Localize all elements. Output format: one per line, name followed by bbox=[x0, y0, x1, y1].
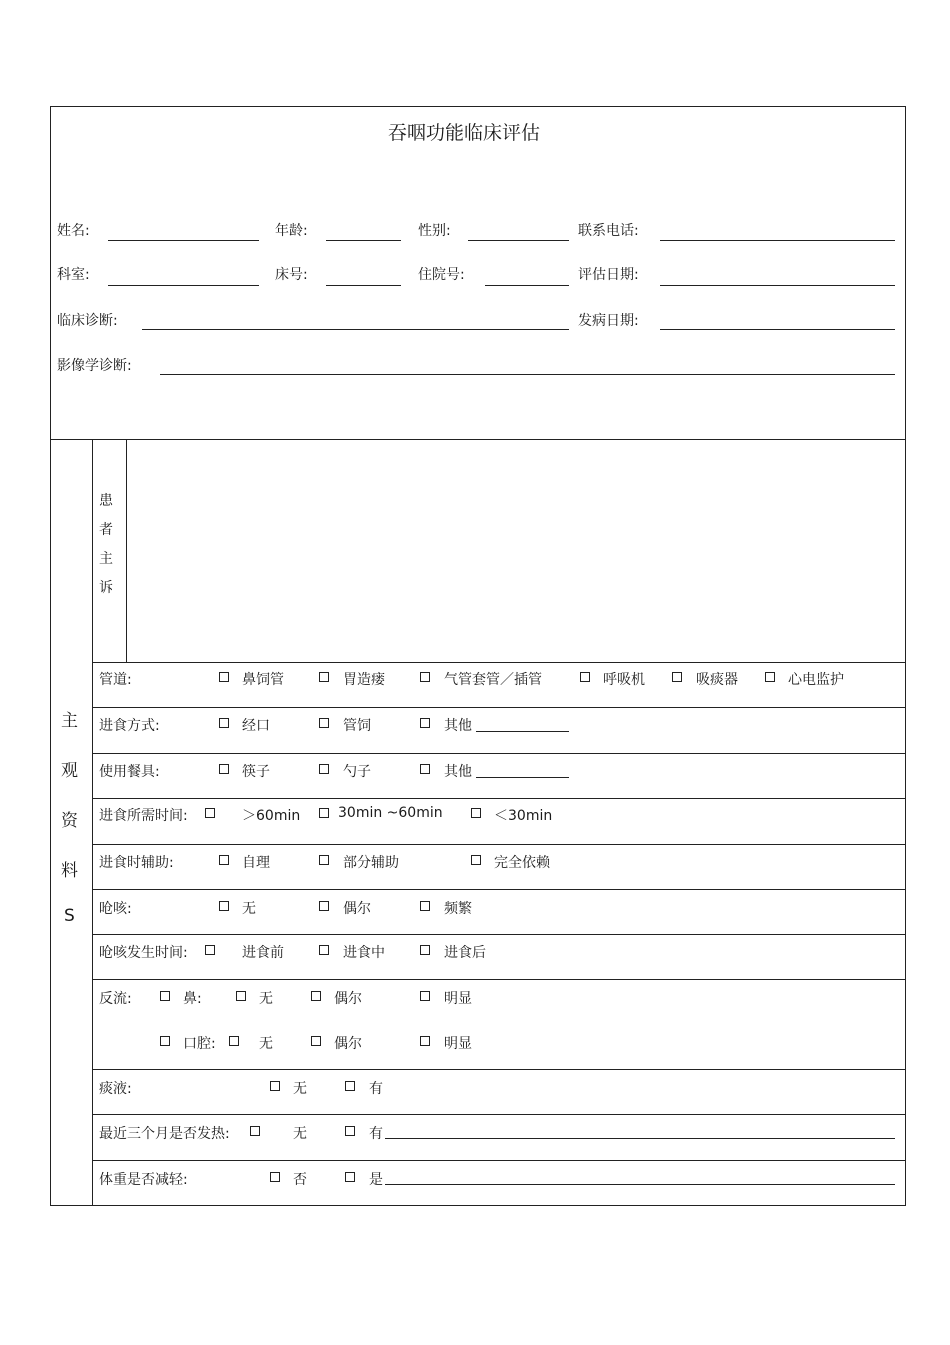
checkbox[interactable] bbox=[345, 1126, 355, 1136]
utensils-label: 使用餐具: bbox=[99, 764, 160, 780]
reflux-label: 反流: bbox=[99, 991, 132, 1007]
section-divider bbox=[50, 439, 906, 440]
tube-option: 心电监护 bbox=[788, 672, 844, 688]
row-divider bbox=[92, 979, 906, 980]
row-divider bbox=[92, 753, 906, 754]
feeding-option: 管饲 bbox=[343, 718, 371, 734]
phone-field[interactable] bbox=[660, 240, 895, 241]
admission-field[interactable] bbox=[485, 285, 569, 286]
checkbox[interactable] bbox=[319, 901, 329, 911]
reflux-option: 无 bbox=[259, 991, 273, 1007]
assistance-label: 进食时辅助: bbox=[99, 855, 174, 871]
checkbox[interactable] bbox=[471, 808, 481, 818]
eval-date-field[interactable] bbox=[660, 285, 895, 286]
weight-loss-option: 否 bbox=[293, 1172, 307, 1188]
utensil-option: 筷子 bbox=[242, 764, 270, 780]
row-divider bbox=[92, 1160, 906, 1161]
cough-option: 频繁 bbox=[444, 901, 472, 917]
weight-loss-detail-field[interactable] bbox=[385, 1184, 895, 1185]
row-divider bbox=[92, 934, 906, 935]
utensil-option: 勺子 bbox=[343, 764, 371, 780]
checkbox[interactable] bbox=[471, 855, 481, 865]
fever-label: 最近三个月是否发热: bbox=[99, 1126, 230, 1142]
checkbox[interactable] bbox=[219, 855, 229, 865]
cough-timing-option: 进食中 bbox=[343, 945, 385, 961]
checkbox[interactable] bbox=[319, 945, 329, 955]
section-column-divider bbox=[92, 439, 93, 1206]
checkbox[interactable] bbox=[765, 672, 775, 682]
checkbox[interactable] bbox=[420, 718, 430, 728]
bed-label: 床号: bbox=[275, 267, 308, 283]
feeding-method-label: 进食方式: bbox=[99, 718, 160, 734]
imaging-dx-label: 影像学诊断: bbox=[57, 358, 132, 374]
weight-loss-option: 是 bbox=[369, 1172, 383, 1188]
checkbox[interactable] bbox=[420, 1036, 430, 1046]
checkbox[interactable] bbox=[319, 808, 329, 818]
gender-field[interactable] bbox=[468, 240, 569, 241]
admission-label: 住院号: bbox=[418, 267, 465, 283]
fever-option: 有 bbox=[369, 1126, 383, 1142]
assistance-option: 部分辅助 bbox=[343, 855, 399, 871]
dept-label: 科室: bbox=[57, 267, 90, 283]
section-char: 观 bbox=[61, 761, 78, 781]
name-label: 姓名: bbox=[57, 223, 90, 239]
weight-loss-label: 体重是否减轻: bbox=[99, 1172, 188, 1188]
sputum-option: 无 bbox=[293, 1081, 307, 1097]
utensil-option: 其他 bbox=[444, 764, 472, 780]
checkbox[interactable] bbox=[319, 672, 329, 682]
checkbox[interactable] bbox=[420, 764, 430, 774]
tubes-label: 管道: bbox=[99, 672, 132, 688]
row-divider bbox=[92, 798, 906, 799]
meal-time-option: ＞60min bbox=[242, 808, 301, 824]
name-field[interactable] bbox=[108, 240, 259, 241]
checkbox[interactable] bbox=[236, 991, 246, 1001]
reflux-option: 明显 bbox=[444, 1036, 472, 1052]
row-divider bbox=[92, 1069, 906, 1070]
checkbox[interactable] bbox=[205, 945, 215, 955]
complaint-char: 患 bbox=[99, 493, 113, 509]
dept-field[interactable] bbox=[108, 285, 259, 286]
checkbox[interactable] bbox=[160, 1036, 170, 1046]
complaint-divider bbox=[126, 439, 127, 662]
row-divider bbox=[92, 844, 906, 845]
tube-option: 呼吸机 bbox=[603, 672, 645, 688]
row-divider bbox=[92, 662, 906, 663]
phone-label: 联系电话: bbox=[578, 223, 639, 239]
fever-option: 无 bbox=[293, 1126, 307, 1142]
checkbox[interactable] bbox=[580, 672, 590, 682]
checkbox[interactable] bbox=[270, 1172, 280, 1182]
checkbox[interactable] bbox=[250, 1126, 260, 1136]
checkbox[interactable] bbox=[219, 672, 229, 682]
meal-time-option: 30min ~60min bbox=[338, 805, 443, 821]
onset-date-label: 发病日期: bbox=[578, 313, 639, 329]
reflux-option: 偶尔 bbox=[334, 991, 362, 1007]
checkbox[interactable] bbox=[229, 1036, 239, 1046]
checkbox[interactable] bbox=[420, 945, 430, 955]
complaint-text-area[interactable] bbox=[128, 441, 904, 661]
reflux-mouth-label: 口腔: bbox=[183, 1036, 216, 1052]
utensil-other-field[interactable] bbox=[476, 777, 569, 778]
section-char: S bbox=[64, 906, 75, 926]
checkbox[interactable] bbox=[345, 1081, 355, 1091]
checkbox[interactable] bbox=[319, 855, 329, 865]
feeding-option: 其他 bbox=[444, 718, 472, 734]
checkbox[interactable] bbox=[219, 718, 229, 728]
onset-date-field[interactable] bbox=[660, 329, 895, 330]
cough-timing-option: 进食前 bbox=[242, 945, 284, 961]
tube-option: 鼻饲管 bbox=[242, 672, 284, 688]
eval-date-label: 评估日期: bbox=[578, 267, 639, 283]
checkbox[interactable] bbox=[160, 991, 170, 1001]
meal-time-option: ＜30min bbox=[494, 808, 553, 824]
reflux-option: 明显 bbox=[444, 991, 472, 1007]
cough-label: 呛咳: bbox=[99, 901, 132, 917]
checkbox[interactable] bbox=[319, 764, 329, 774]
bed-field[interactable] bbox=[326, 285, 401, 286]
reflux-nose-label: 鼻: bbox=[183, 991, 202, 1007]
row-divider bbox=[92, 889, 906, 890]
checkbox[interactable] bbox=[205, 808, 215, 818]
section-char: 资 bbox=[61, 811, 78, 831]
tube-option: 胃造瘘 bbox=[343, 672, 385, 688]
clinical-dx-field[interactable] bbox=[142, 329, 569, 330]
checkbox[interactable] bbox=[311, 991, 321, 1001]
age-label: 年龄: bbox=[275, 223, 308, 239]
assistance-option: 自理 bbox=[242, 855, 270, 871]
feeding-other-field[interactable] bbox=[476, 731, 569, 732]
age-field[interactable] bbox=[326, 240, 401, 241]
section-char: 主 bbox=[61, 711, 78, 731]
fever-detail-field[interactable] bbox=[385, 1138, 895, 1139]
section-char: 料 bbox=[61, 861, 78, 881]
checkbox[interactable] bbox=[420, 901, 430, 911]
sputum-label: 痰液: bbox=[99, 1081, 132, 1097]
cough-option: 无 bbox=[242, 901, 256, 917]
feeding-option: 经口 bbox=[242, 718, 270, 734]
row-divider bbox=[92, 707, 906, 708]
cough-timing-option: 进食后 bbox=[444, 945, 486, 961]
row-divider bbox=[92, 1114, 906, 1115]
imaging-dx-field[interactable] bbox=[160, 374, 895, 375]
tube-option: 吸痰器 bbox=[696, 672, 738, 688]
reflux-option: 偶尔 bbox=[334, 1036, 362, 1052]
checkbox[interactable] bbox=[672, 672, 682, 682]
checkbox[interactable] bbox=[420, 672, 430, 682]
complaint-char: 主 bbox=[99, 551, 113, 567]
checkbox[interactable] bbox=[311, 1036, 321, 1046]
checkbox[interactable] bbox=[270, 1081, 280, 1091]
sputum-option: 有 bbox=[369, 1081, 383, 1097]
checkbox[interactable] bbox=[420, 991, 430, 1001]
cough-timing-label: 呛咳发生时间: bbox=[99, 945, 188, 961]
meal-time-label: 进食所需时间: bbox=[99, 808, 188, 824]
checkbox[interactable] bbox=[219, 764, 229, 774]
checkbox[interactable] bbox=[319, 718, 329, 728]
form-title: 吞咽功能临床评估 bbox=[388, 122, 541, 144]
cough-option: 偶尔 bbox=[343, 901, 371, 917]
complaint-char: 者 bbox=[99, 522, 113, 538]
gender-label: 性别: bbox=[418, 223, 451, 239]
reflux-option: 无 bbox=[259, 1036, 273, 1052]
clinical-dx-label: 临床诊断: bbox=[57, 313, 118, 329]
checkbox[interactable] bbox=[219, 901, 229, 911]
assistance-option: 完全依赖 bbox=[494, 855, 550, 871]
tube-option: 气管套管／插管 bbox=[444, 672, 542, 688]
checkbox[interactable] bbox=[345, 1172, 355, 1182]
complaint-char: 诉 bbox=[99, 580, 113, 596]
